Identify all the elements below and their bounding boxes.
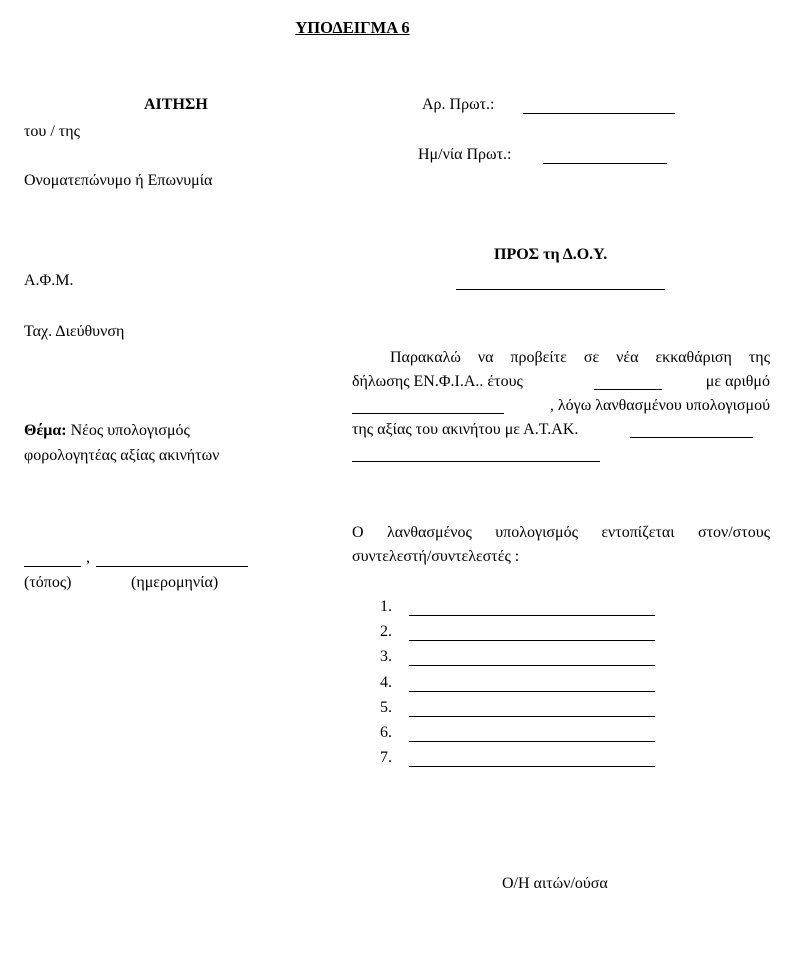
- year-blank-line[interactable]: [594, 389, 662, 390]
- number-blank-line[interactable]: [352, 413, 504, 414]
- request-paragraph: [352, 346, 770, 466]
- protocol-number-line[interactable]: [523, 113, 675, 114]
- protocol-number-label: Αρ. Πρωτ.:: [422, 96, 495, 113]
- request-line-2b: με αριθμό: [705, 373, 770, 390]
- to-tax-office-heading: ΠΡΟΣ τη Δ.Ο.Υ.: [494, 246, 608, 263]
- list-item-blank-line[interactable]: [409, 716, 655, 717]
- list-item-number: 2.: [380, 623, 392, 641]
- place-date-separator: ,: [86, 549, 90, 566]
- atak-continuation-line[interactable]: [352, 461, 600, 462]
- of-label: του / της: [24, 123, 80, 140]
- protocol-date-line[interactable]: [543, 163, 667, 164]
- error-line-2: συντελεστή/συντελεστές :: [352, 548, 520, 565]
- date-blank-line[interactable]: [96, 566, 248, 567]
- subject-text-2: φορολογητέας αξίας ακινήτων: [24, 447, 220, 464]
- request-line-1: Παρακαλώ να προβείτε σε νέα εκκαθάριση της: [390, 349, 770, 366]
- error-paragraph: [352, 521, 770, 569]
- request-line-2: [352, 370, 770, 394]
- request-line-4-text: της αξίας του ακινήτου με Α.Τ.ΑΚ.: [352, 421, 579, 438]
- list-item-number: 4.: [380, 673, 392, 691]
- tax-office-line[interactable]: [456, 289, 665, 290]
- request-line-3: [352, 394, 770, 418]
- atak-blank-line[interactable]: [630, 437, 753, 438]
- list-item-blank-line[interactable]: [409, 665, 655, 666]
- list-item-number: 6.: [380, 724, 392, 741]
- list-item-blank-line[interactable]: [409, 766, 655, 767]
- error-line-1: Ο λανθασμένος υπολογισμός εντοπίζεται στον/στους: [352, 524, 770, 541]
- list-item-number: 5.: [380, 698, 392, 716]
- list-item-blank-line[interactable]: [409, 615, 655, 616]
- request-line-2a: δήλωσης ΕΝ.Φ.Ι.Α.. έτους: [352, 373, 523, 390]
- document-title: ΥΠΟΔΕΙΓΜΑ 6: [295, 18, 410, 37]
- place-blank-line[interactable]: [24, 566, 81, 567]
- request-line-4: [352, 418, 770, 442]
- subject-text-1: Νέος υπολογισμός: [70, 422, 190, 439]
- signature-label: Ο/Η αιτών/ούσα: [502, 875, 608, 892]
- list-item-blank-line[interactable]: [409, 640, 655, 641]
- request-line-3-text: , λόγω λανθασμένου υπολογισμού: [549, 397, 770, 414]
- address-label: Ταχ. Διεύθυνση: [24, 323, 125, 340]
- date-label: (ημερομηνία): [131, 574, 219, 591]
- application-heading: ΑΙΤΗΣΗ: [144, 96, 208, 113]
- place-label: (τόπος): [24, 574, 72, 591]
- protocol-date-label: Ημ/νία Πρωτ.:: [418, 146, 512, 163]
- request-line-5: [352, 442, 770, 466]
- afm-label: Α.Φ.Μ.: [24, 272, 74, 289]
- list-item-number: 3.: [380, 648, 392, 666]
- list-item-number: 7.: [380, 749, 392, 767]
- subject-label: Θέμα:: [24, 422, 67, 439]
- name-label: Ονοματεπώνυμο ή Επωνυμία: [24, 172, 213, 189]
- list-item-number: 1.: [380, 598, 392, 615]
- subject-line-1: [24, 422, 190, 440]
- list-item-blank-line[interactable]: [409, 741, 655, 742]
- list-item-blank-line[interactable]: [409, 691, 655, 692]
